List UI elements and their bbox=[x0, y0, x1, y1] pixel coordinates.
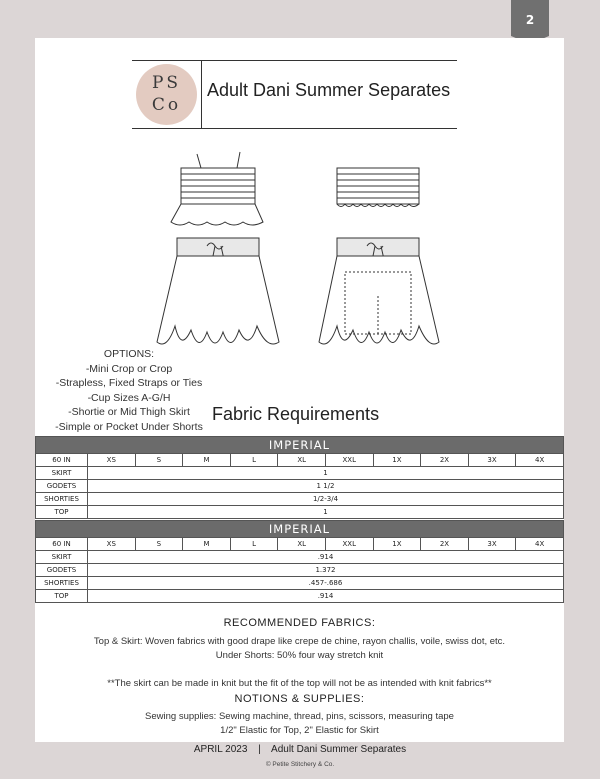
row-label: SHORTIES bbox=[36, 493, 88, 506]
recommended-fabrics-heading: RECOMMENDED FABRICS: bbox=[223, 617, 376, 629]
row-label: TOP bbox=[36, 590, 88, 603]
recommended-shorts: Under Shorts: 50% four way stretch knit bbox=[215, 650, 384, 661]
option-item: -Shortie or Mid Thigh Skirt bbox=[68, 406, 190, 418]
size-header: XS bbox=[88, 454, 136, 467]
size-header: 3X bbox=[468, 538, 516, 551]
row-label: SKIRT bbox=[36, 551, 88, 564]
size-header: L bbox=[230, 454, 278, 467]
row-value: 1/2-3/4 bbox=[88, 493, 564, 506]
knit-note: **The skirt can be made in knit but the fit of the top will not be as intended with knit fabrics** bbox=[107, 678, 492, 689]
skirt-illustration bbox=[157, 238, 279, 344]
row-label: GODETS bbox=[36, 564, 88, 577]
size-header: 4X bbox=[516, 538, 564, 551]
fabric-table-yards bbox=[35, 436, 564, 519]
table-header-row bbox=[36, 538, 564, 551]
table-row bbox=[36, 467, 564, 480]
row-value: 1 bbox=[88, 506, 564, 519]
size-header: M bbox=[183, 538, 231, 551]
size-header: S bbox=[135, 454, 183, 467]
brand-logo bbox=[136, 64, 197, 125]
header-divider-top bbox=[132, 60, 457, 61]
row-value: 1 1/2 bbox=[88, 480, 564, 493]
notions-heading: NOTIONS & SUPPLIES: bbox=[234, 693, 365, 705]
row-value: .914 bbox=[88, 551, 564, 564]
fabric-table-meters bbox=[35, 520, 564, 603]
option-item: -Mini Crop or Crop bbox=[85, 362, 173, 375]
table-corner: 60 IN bbox=[36, 538, 88, 551]
header-divider-vertical bbox=[201, 60, 202, 129]
row-value: 1.372 bbox=[88, 564, 564, 577]
shorts-skirt-illustration bbox=[319, 238, 439, 344]
recommended-top-skirt: Top & Skirt: Woven fabrics with good drape like crepe de chine, rayon challis, voile, swiss dot, etc. bbox=[93, 636, 506, 647]
size-header: 2X bbox=[421, 454, 469, 467]
size-header: 4X bbox=[516, 454, 564, 467]
size-header: XL bbox=[278, 454, 326, 467]
table-header-row bbox=[36, 454, 564, 467]
size-header: 1X bbox=[373, 454, 421, 467]
row-label: TOP bbox=[36, 506, 88, 519]
header-divider-bottom bbox=[132, 128, 457, 129]
page-footer bbox=[0, 744, 600, 755]
table-banner: IMPERIAL bbox=[36, 437, 564, 454]
table-row bbox=[36, 577, 564, 590]
size-header: L bbox=[230, 538, 278, 551]
copyright: © Petite Stitchery & Co. bbox=[265, 761, 335, 768]
top-with-straps-illustration bbox=[171, 152, 263, 225]
strapless-top-illustration bbox=[337, 168, 419, 207]
table-row bbox=[36, 493, 564, 506]
table-row bbox=[36, 564, 564, 577]
footer-pattern-name: Adult Dani Summer Separates bbox=[271, 744, 407, 755]
page-number: 2 bbox=[525, 13, 535, 27]
size-header: 3X bbox=[468, 454, 516, 467]
option-item: -Simple or Pocket Under Shorts bbox=[55, 420, 203, 433]
pattern-page bbox=[35, 38, 564, 742]
row-value: 1 bbox=[88, 467, 564, 480]
fabric-requirements-title: Fabric Requirements bbox=[212, 404, 380, 424]
table-row bbox=[36, 506, 564, 519]
row-label: SHORTIES bbox=[36, 577, 88, 590]
table-corner: 60 IN bbox=[36, 454, 88, 467]
size-header: 2X bbox=[421, 538, 469, 551]
size-header: 1X bbox=[373, 538, 421, 551]
row-value: .457-.686 bbox=[88, 577, 564, 590]
logo-line-2: Co bbox=[151, 95, 182, 115]
table-row bbox=[36, 551, 564, 564]
size-header: XL bbox=[278, 538, 326, 551]
size-header: S bbox=[135, 538, 183, 551]
options-heading: OPTIONS: bbox=[103, 348, 155, 360]
notions-supplies: Sewing supplies: Sewing machine, thread, pins, scissors, measuring tape bbox=[145, 711, 454, 722]
footer-separator: | bbox=[258, 744, 261, 755]
size-header: XS bbox=[88, 538, 136, 551]
size-header: XXL bbox=[325, 538, 373, 551]
garment-illustrations bbox=[145, 146, 455, 351]
options-list bbox=[35, 347, 223, 434]
table-row bbox=[36, 480, 564, 493]
pattern-title: Adult Dani Summer Separates bbox=[207, 80, 451, 100]
footer-date: APRIL 2023 bbox=[193, 744, 248, 755]
size-header: XXL bbox=[325, 454, 373, 467]
row-label: GODETS bbox=[36, 480, 88, 493]
row-value: .914 bbox=[88, 590, 564, 603]
notions-elastic: 1/2" Elastic for Top, 2" Elastic for Skirt bbox=[220, 725, 379, 736]
option-item: -Cup Sizes A-G/H bbox=[87, 391, 171, 404]
table-row bbox=[36, 590, 564, 603]
logo-line-1: PS bbox=[151, 73, 182, 93]
table-banner: IMPERIAL bbox=[36, 521, 564, 538]
row-label: SKIRT bbox=[36, 467, 88, 480]
size-header: M bbox=[183, 454, 231, 467]
option-item: -Strapless, Fixed Straps or Ties bbox=[55, 377, 203, 389]
